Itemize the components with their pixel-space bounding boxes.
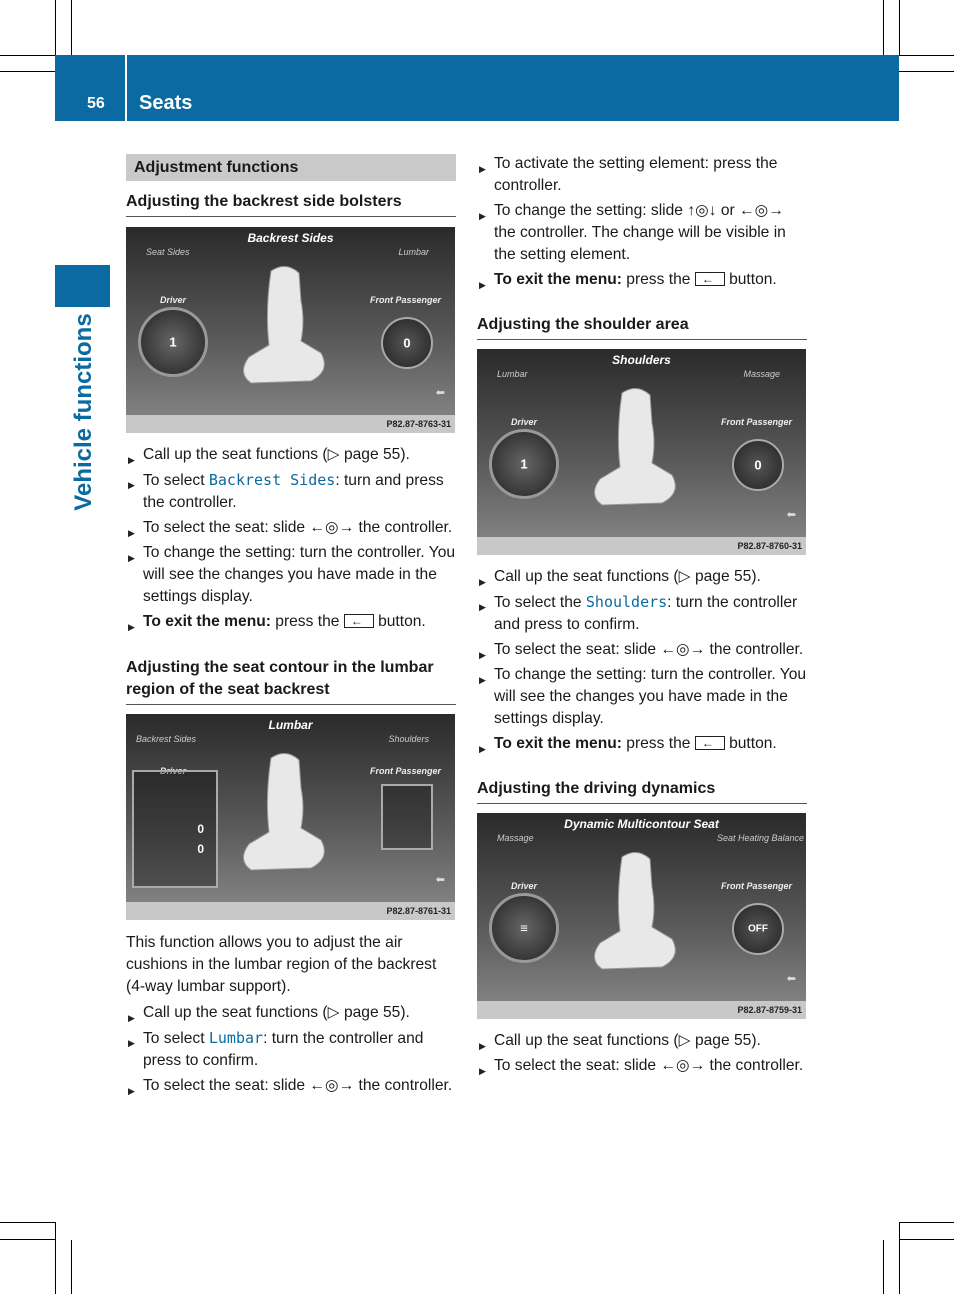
crop-mark [899,1239,954,1240]
steps-setting-element [477,153,807,291]
heading-shoulder: Adjusting the shoulder area [477,314,807,340]
side-tab-label: Vehicle functions [70,313,97,511]
left-column [126,154,456,1100]
header-separator [125,55,127,121]
passenger-lumbar-panel [381,784,433,850]
crop-mark [0,55,55,56]
figure-driver-label: Driver [511,417,538,427]
figure-code: P82.87-8761-31 [126,902,455,920]
lumbar-adjust-panel [132,770,218,888]
list-item: ▶ To exit the menu: press the ← button. [477,269,807,291]
list-item: ▶ Call up the seat functions (▷ page 55). [126,444,456,466]
driver-knob [138,307,208,377]
back-button-icon [344,614,374,628]
figure-passenger-label: Front Passenger [369,766,441,776]
figure-menu-right: Lumbar [398,247,429,257]
figure-title: Backrest Sides [247,231,334,245]
passenger-value: OFF [748,923,768,935]
crop-mark [0,71,55,72]
crop-mark [55,0,56,55]
driver-value: 1 [169,334,177,350]
crop-mark [883,0,884,55]
page-header [55,55,899,121]
figure-code: P82.87-8760-31 [477,537,806,555]
figure-code: P82.87-8763-31 [126,415,455,433]
back-button-icon [695,272,725,286]
figure-title: Lumbar [268,718,313,732]
list-item: ▶ To select Lumbar: turn the controller and press to confirm. [126,1027,456,1072]
heading-lumbar: Adjusting the seat contour in the lumbar region of the seat backrest [126,657,456,705]
figure-menu-left: Lumbar [497,369,528,379]
figure-menu-left: Backrest Sides [136,734,197,744]
figure-passenger-label: Front Passenger [720,881,792,891]
list-item: ▶ To select the seat: slide ←◎→ the controller. [477,1055,807,1077]
crop-mark [71,0,72,55]
figure-menu-right: Massage [743,369,780,379]
driver-knob [489,429,559,499]
heading-backrest-bolsters: Adjusting the backrest side bolsters [126,191,456,217]
figure-driver-label: Driver [160,766,187,776]
list-item: ▶ To change the setting: turn the controller. You will see the changes you have made in the settings display. [126,542,456,608]
right-column [477,153,807,1080]
back-button-icon [695,736,725,750]
figure-dynamic-seat [477,813,806,1019]
seat-icon [231,748,341,888]
list-item: ▶ Call up the seat functions (▷ page 55). [126,1002,456,1024]
seat-icon [582,847,692,987]
figure-code: P82.87-8759-31 [477,1001,806,1019]
figure-lumbar [126,714,455,920]
steps-lumbar [126,1002,456,1097]
lumbar-description: This function allows you to adjust the air cushions in the lumbar region of the backrest (4-way lumbar support). [126,934,437,995]
lumbar-value-a: 0 [197,822,204,836]
figure-title: Dynamic Multicontour Seat [564,817,719,831]
driver-value: 1 [520,456,528,472]
figure-passenger-label: Front Passenger [369,295,441,305]
back-icon: ⬅ [435,874,445,886]
passenger-knob [381,317,433,369]
figure-passenger-label: Front Passenger [720,417,792,427]
passenger-value: 0 [403,335,411,351]
list-item: ▶ Call up the seat functions (▷ page 55). [477,566,807,588]
list-item: ▶ To select the seat: slide ←◎→ the controller. [477,639,807,661]
page-number: 56 [87,95,105,112]
crop-mark [0,1239,55,1240]
crop-mark [883,1240,884,1294]
crop-mark [899,1222,954,1223]
list-item: ▶ To select Backrest Sides: turn and press the controller. [126,469,456,514]
crop-mark [899,55,954,56]
figure-driver-label: Driver [511,881,538,891]
seat-icon [231,261,341,401]
figure-driver-label: Driver [160,295,187,305]
menu-term: Backrest Sides [208,471,336,489]
steps-driving-dynamics [477,1030,807,1077]
passenger-knob [732,439,784,491]
crop-mark [899,1222,900,1294]
back-icon: ⬅ [786,509,796,521]
steps-backrest [126,444,456,633]
steps-shoulder [477,566,807,755]
list-item: ▶ To exit the menu: press the ← button. [477,733,807,755]
list-item: ▶ To change the setting: turn the controller. You will see the changes you have made in the settings display. [477,664,807,730]
figure-backrest-sides [126,227,455,433]
crop-mark [899,71,954,72]
list-item: ▶ To select the Shoulders: turn the controller and press to confirm. [477,591,807,636]
dynamics-icon: ≡ [520,920,528,936]
figure-title: Shoulders [612,353,671,367]
figure-shoulders [477,349,806,555]
crop-mark [55,1222,56,1294]
figure-menu-right: Shoulders [388,734,429,744]
menu-term: Shoulders [585,593,668,611]
crop-mark [0,1222,55,1223]
crop-mark [71,1240,72,1294]
figure-menu-left: Seat Sides [146,247,190,257]
list-item: ▶ To select the seat: slide ←◎→ the controller. [126,517,456,539]
section-bar: Adjustment functions [126,154,456,181]
seat-icon [582,383,692,523]
heading-driving-dynamics: Adjusting the driving dynamics [477,778,807,804]
list-item: ▶ To select the seat: slide ←◎→ the controller. [126,1075,456,1097]
back-icon: ⬅ [435,387,445,399]
list-item: ▶ To change the setting: slide ↑◎↓ or ←◎→ the controller. The change will be visible in the setting element. [477,200,807,266]
chapter-title: Seats [139,92,193,114]
menu-term: Lumbar [208,1029,264,1047]
passenger-knob [732,903,784,955]
passenger-value: 0 [754,457,762,473]
list-item: ▶ To exit the menu: press the ← button. [126,611,456,633]
side-tab-marker [55,265,110,307]
figure-menu-left: Massage [497,833,534,843]
list-item: ▶ Call up the seat functions (▷ page 55). [477,1030,807,1052]
figure-menu-right: Seat Heating Balance [716,833,804,843]
driver-dynamics-knob [489,893,559,963]
list-item: ▶ To activate the setting element: press the controller. [477,153,807,197]
crop-mark [899,0,900,55]
back-icon: ⬅ [786,973,796,985]
lumbar-value-b: 0 [197,842,204,856]
